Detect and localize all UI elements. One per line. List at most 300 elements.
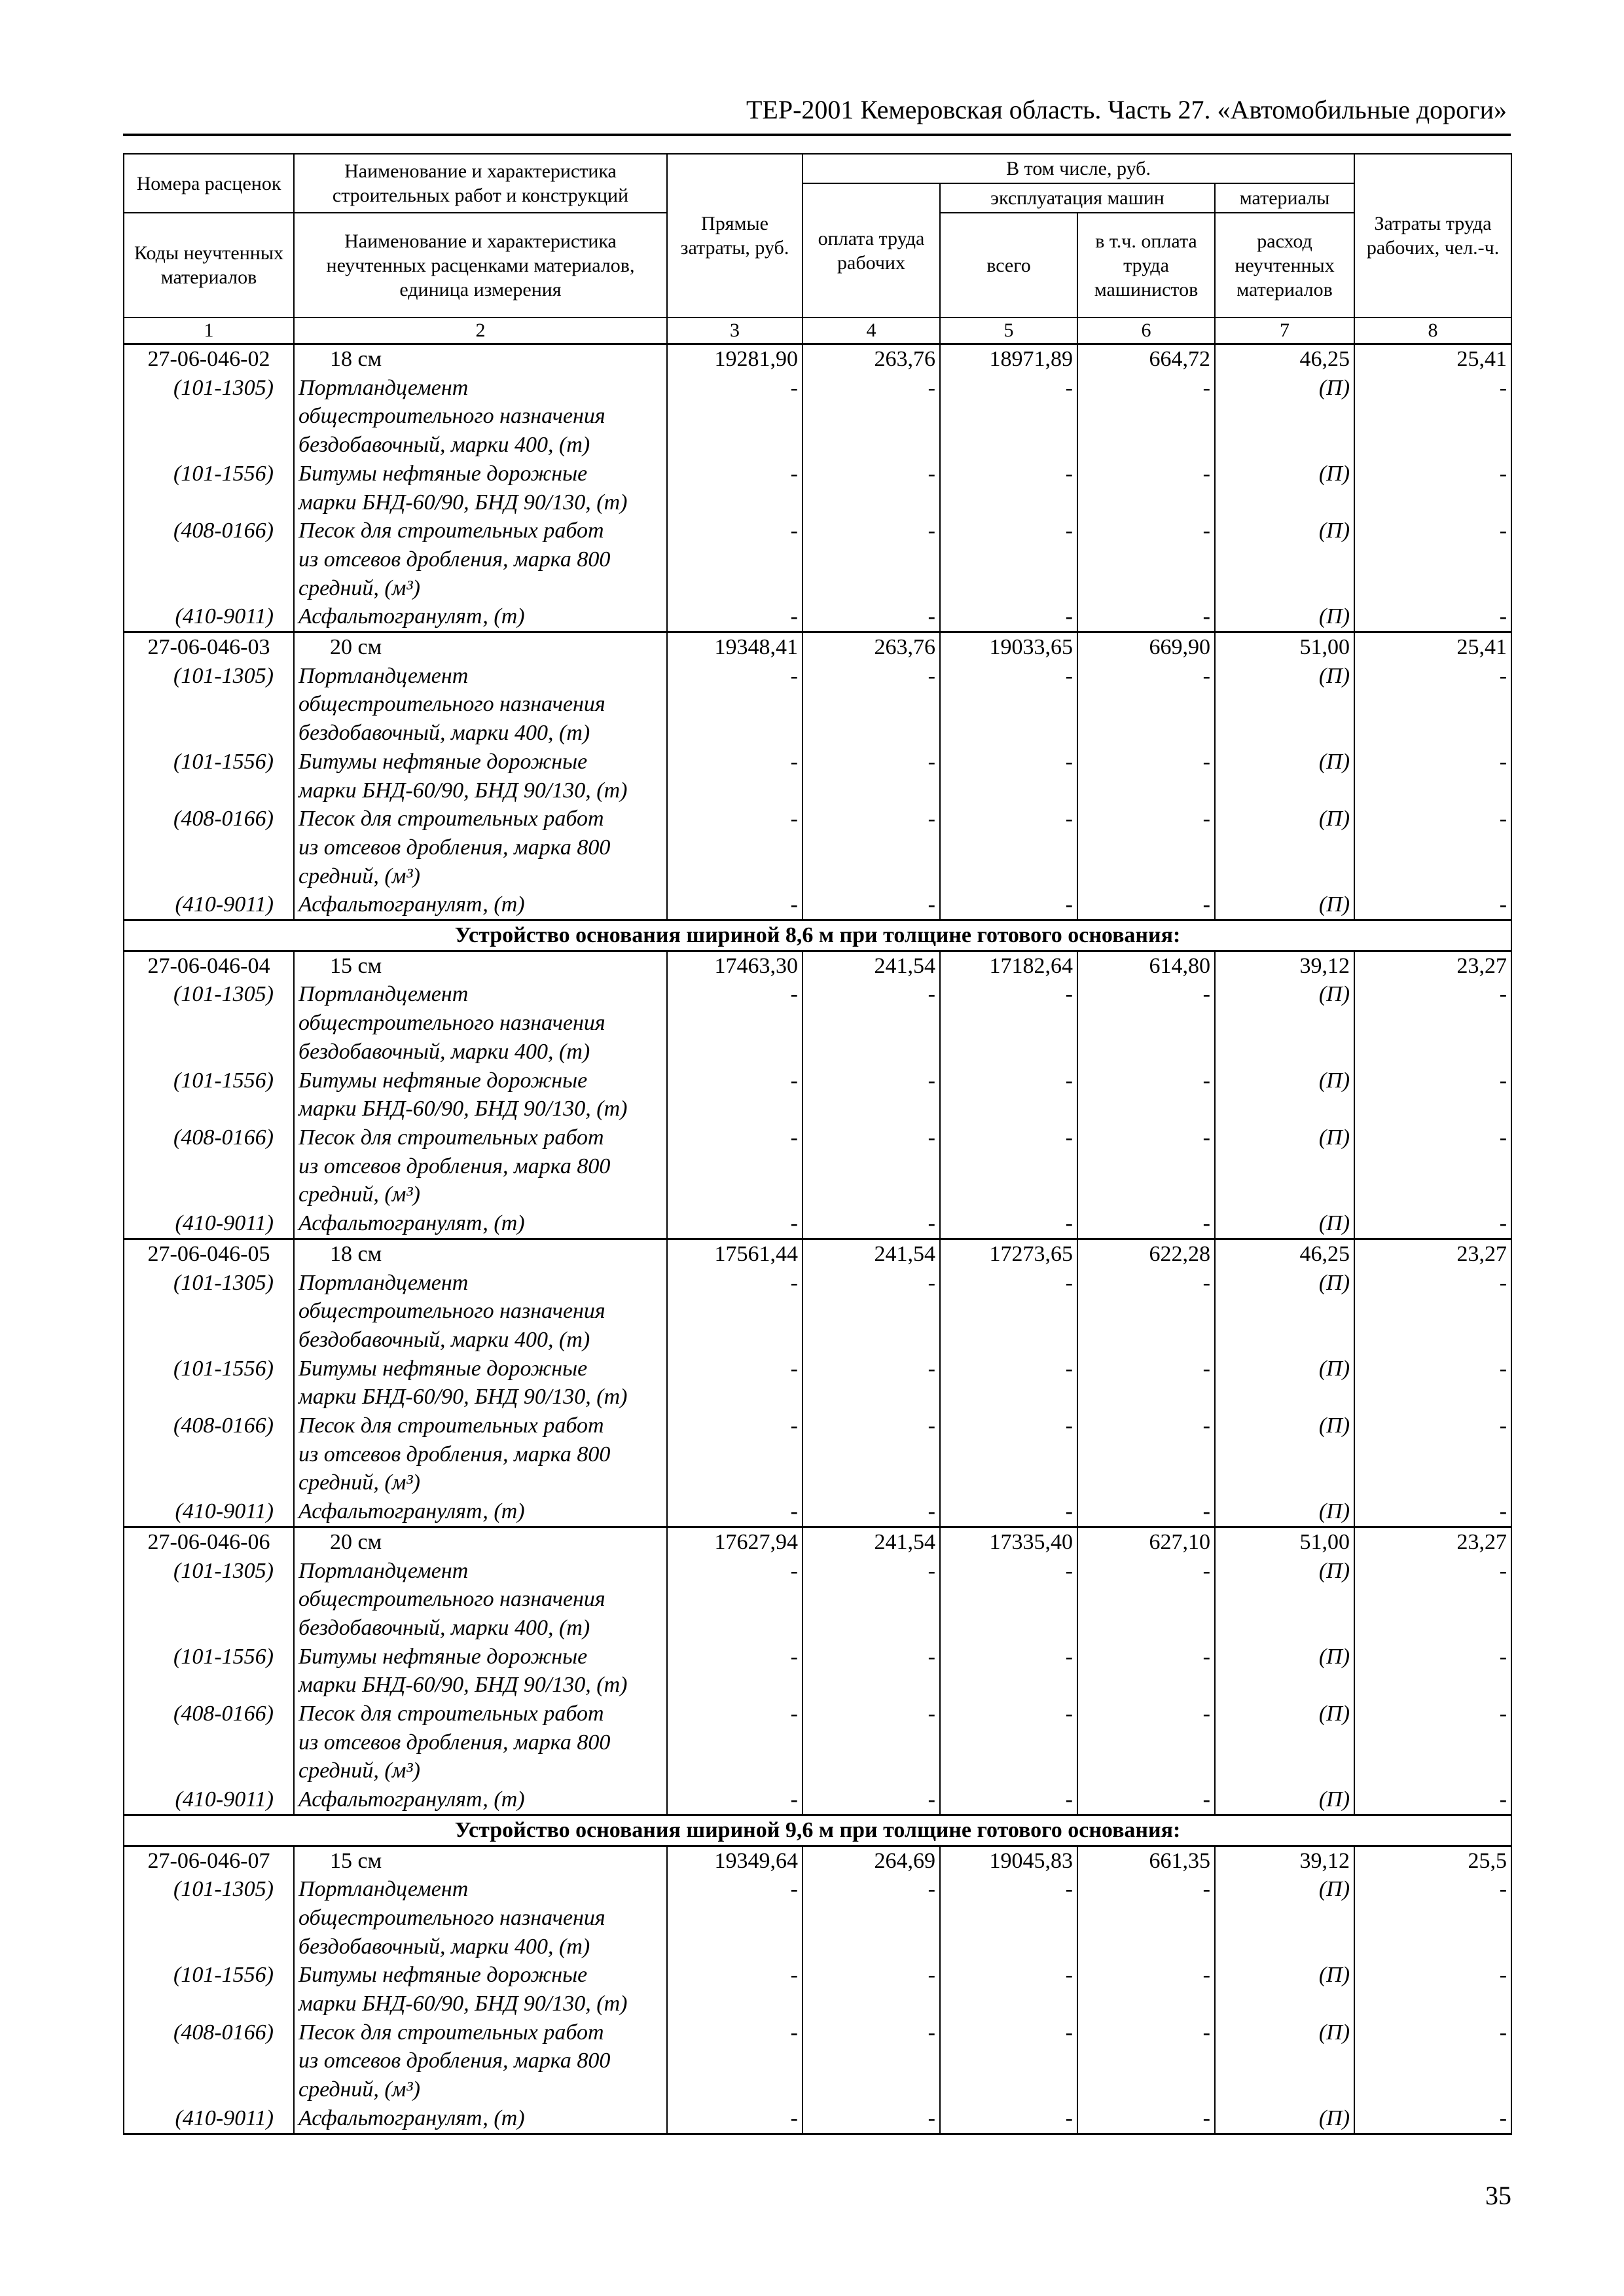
material-row <box>124 1123 1511 1152</box>
material-name-continuation: из отсевов дробления, марка 800 <box>294 1728 667 1757</box>
empty-cell <box>1215 1180 1354 1209</box>
empty-cell <box>1077 719 1215 748</box>
empty-cell <box>667 833 803 862</box>
empty-cell <box>1215 2047 1354 2075</box>
material-name-continuation: общестроительного назначения <box>294 402 667 431</box>
worker-pay-value: - <box>803 517 940 545</box>
material-row <box>124 2018 1511 2047</box>
material-row <box>124 1066 1511 1095</box>
empty-cell <box>1354 402 1511 431</box>
rate-code: 27-06-046-05 <box>124 1239 294 1268</box>
machinist-pay-value: - <box>1077 662 1215 691</box>
empty-cell <box>124 1038 294 1066</box>
empty-cell <box>1215 719 1354 748</box>
material-name-continuation-row <box>124 1990 1511 2018</box>
labor-costs-value: - <box>1354 1700 1511 1728</box>
rates-table <box>123 153 1512 2135</box>
material-name-continuation-row <box>124 1585 1511 1614</box>
empty-cell <box>667 1904 803 1933</box>
empty-cell <box>124 488 294 517</box>
direct-costs-value: - <box>667 1412 803 1440</box>
empty-cell <box>1215 1728 1354 1757</box>
empty-cell <box>1215 1326 1354 1355</box>
material-name: Портландцемент <box>294 662 667 691</box>
material-usage-mark: (П) <box>1215 1700 1354 1728</box>
head-materials: материалы <box>1215 183 1354 213</box>
machine-total-value: - <box>940 1700 1077 1728</box>
rate-name: 20 см <box>294 632 667 662</box>
empty-cell <box>1077 1326 1215 1355</box>
material-code: (101-1305) <box>124 1875 294 1904</box>
material-usage-mark: (П) <box>1215 1209 1354 1239</box>
material-code: (101-1556) <box>124 1355 294 1383</box>
empty-cell <box>667 488 803 517</box>
material-code: (101-1556) <box>124 748 294 776</box>
empty-cell <box>667 1990 803 2018</box>
empty-cell <box>803 776 940 805</box>
rate-row <box>124 1527 1511 1556</box>
material-name-continuation-row <box>124 862 1511 891</box>
empty-cell <box>1354 1671 1511 1700</box>
material-name-continuation-row <box>124 2075 1511 2104</box>
empty-cell <box>124 1383 294 1412</box>
machine-total-value: - <box>940 980 1077 1009</box>
machine-total-value: - <box>940 662 1077 691</box>
machine-total-value: - <box>940 517 1077 545</box>
direct-costs-value: - <box>667 1355 803 1383</box>
empty-cell <box>803 719 940 748</box>
material-name-continuation: общестроительного назначения <box>294 1904 667 1933</box>
empty-cell <box>803 1326 940 1355</box>
empty-cell <box>124 402 294 431</box>
empty-cell <box>940 574 1077 603</box>
empty-cell <box>124 1152 294 1181</box>
machine-total-value: 18971,89 <box>940 344 1077 374</box>
material-usage-mark: (П) <box>1215 602 1354 632</box>
machinist-pay-value: - <box>1077 1557 1215 1586</box>
empty-cell <box>1354 719 1511 748</box>
labor-costs-value: - <box>1354 460 1511 488</box>
material-name: Битумы нефтяные дорожные <box>294 748 667 776</box>
labor-costs-value: - <box>1354 1961 1511 1990</box>
machine-total-value: - <box>940 1557 1077 1586</box>
empty-cell <box>803 1152 940 1181</box>
material-usage-mark: (П) <box>1215 1497 1354 1527</box>
direct-costs-value: - <box>667 1643 803 1671</box>
material-name: Битумы нефтяные дорожные <box>294 1066 667 1095</box>
machinist-pay-value: - <box>1077 805 1215 833</box>
material-code: (408-0166) <box>124 2018 294 2047</box>
empty-cell <box>1354 1933 1511 1961</box>
material-code: (101-1305) <box>124 980 294 1009</box>
material-name-continuation-row <box>124 1728 1511 1757</box>
rate-name: 15 см <box>294 951 667 980</box>
worker-pay-value: - <box>803 1961 940 1990</box>
empty-cell <box>1354 1904 1511 1933</box>
machine-total-value: 19045,83 <box>940 1846 1077 1875</box>
material-name-continuation: марки БНД-60/90, БНД 90/130, (т) <box>294 488 667 517</box>
materials-value: 39,12 <box>1215 951 1354 980</box>
empty-cell <box>1077 1297 1215 1326</box>
material-name-continuation: марки БНД-60/90, БНД 90/130, (т) <box>294 1383 667 1412</box>
empty-cell <box>1215 488 1354 517</box>
empty-cell <box>667 862 803 891</box>
material-name-continuation-row <box>124 1180 1511 1209</box>
material-name-continuation-row <box>124 1009 1511 1038</box>
worker-pay-value: - <box>803 748 940 776</box>
empty-cell <box>667 719 803 748</box>
empty-cell <box>1354 1990 1511 2018</box>
machine-total-value: 17335,40 <box>940 1527 1077 1556</box>
material-usage-mark: (П) <box>1215 1355 1354 1383</box>
material-name: Асфальтогранулят, (т) <box>294 602 667 632</box>
labor-costs-value: - <box>1354 748 1511 776</box>
empty-cell <box>803 1095 940 1123</box>
material-usage-mark: (П) <box>1215 1123 1354 1152</box>
empty-cell <box>1354 776 1511 805</box>
empty-cell <box>1354 1297 1511 1326</box>
empty-cell <box>1354 1757 1511 1785</box>
worker-pay-value: 241,54 <box>803 951 940 980</box>
empty-cell <box>667 1095 803 1123</box>
material-name: Портландцемент <box>294 374 667 403</box>
empty-cell <box>667 1757 803 1785</box>
empty-cell <box>803 1728 940 1757</box>
empty-cell <box>1215 1468 1354 1497</box>
labor-costs-value: - <box>1354 1066 1511 1095</box>
material-usage-mark: (П) <box>1215 890 1354 920</box>
materials-value: 46,25 <box>1215 344 1354 374</box>
empty-cell <box>1354 545 1511 574</box>
material-name-continuation: бездобавочный, марки 400, (т) <box>294 431 667 460</box>
materials-value: 51,00 <box>1215 1527 1354 1556</box>
machinist-pay-value: 622,28 <box>1077 1239 1215 1268</box>
material-name: Песок для строительных работ <box>294 2018 667 2047</box>
empty-cell <box>1077 2047 1215 2075</box>
worker-pay-value: 264,69 <box>803 1846 940 1875</box>
head-rate-numbers: Номера расценок <box>124 154 294 213</box>
worker-pay-value: - <box>803 1209 940 1239</box>
material-usage-mark: (П) <box>1215 460 1354 488</box>
empty-cell <box>667 1468 803 1497</box>
column-numbers-row <box>124 318 1511 344</box>
empty-cell <box>803 1904 940 1933</box>
empty-cell <box>1354 488 1511 517</box>
material-usage-mark: (П) <box>1215 748 1354 776</box>
empty-cell <box>1215 833 1354 862</box>
direct-costs-value: - <box>667 980 803 1009</box>
material-name-continuation: средний, (м³) <box>294 2075 667 2104</box>
empty-cell <box>1215 545 1354 574</box>
empty-cell <box>1215 431 1354 460</box>
machinist-pay-value: - <box>1077 1700 1215 1728</box>
labor-costs-value: 25,5 <box>1354 1846 1511 1875</box>
material-name-continuation: из отсевов дробления, марка 800 <box>294 1440 667 1469</box>
empty-cell <box>667 1152 803 1181</box>
empty-cell <box>1077 1671 1215 1700</box>
head-material-codes: Коды неучтенных материалов <box>124 213 294 318</box>
machine-total-value: - <box>940 1961 1077 1990</box>
empty-cell <box>1077 1614 1215 1643</box>
empty-cell <box>1077 1095 1215 1123</box>
empty-cell <box>940 1095 1077 1123</box>
empty-cell <box>667 1297 803 1326</box>
direct-costs-value: 19348,41 <box>667 632 803 662</box>
empty-cell <box>940 833 1077 862</box>
section-heading-row <box>124 920 1511 951</box>
empty-cell <box>1215 1933 1354 1961</box>
worker-pay-value: - <box>803 602 940 632</box>
empty-cell <box>940 1933 1077 1961</box>
labor-costs-value: - <box>1354 980 1511 1009</box>
direct-costs-value: - <box>667 1557 803 1586</box>
material-row <box>124 2104 1511 2134</box>
head-direct-costs: Прямые затраты, руб. <box>667 154 803 318</box>
empty-cell <box>1215 1614 1354 1643</box>
material-name-continuation-row <box>124 1614 1511 1643</box>
empty-cell <box>124 1095 294 1123</box>
material-name-continuation-row <box>124 1297 1511 1326</box>
material-row <box>124 1497 1511 1527</box>
empty-cell <box>940 1326 1077 1355</box>
material-row <box>124 374 1511 403</box>
material-name-continuation-row <box>124 833 1511 862</box>
empty-cell <box>1354 1180 1511 1209</box>
empty-cell <box>1215 2075 1354 2104</box>
rate-code: 27-06-046-04 <box>124 951 294 980</box>
machinist-pay-value: - <box>1077 1269 1215 1298</box>
machinist-pay-value: - <box>1077 748 1215 776</box>
rate-name: 18 см <box>294 1239 667 1268</box>
machinist-pay-value: - <box>1077 2104 1215 2134</box>
empty-cell <box>1215 574 1354 603</box>
material-row <box>124 662 1511 691</box>
labor-costs-value: - <box>1354 374 1511 403</box>
empty-cell <box>940 1383 1077 1412</box>
machinist-pay-value: - <box>1077 1785 1215 1815</box>
empty-cell <box>940 1038 1077 1066</box>
rate-code: 27-06-046-06 <box>124 1527 294 1556</box>
empty-cell <box>803 431 940 460</box>
empty-cell <box>803 1440 940 1469</box>
material-code: (410-9011) <box>124 1785 294 1815</box>
material-code: (410-9011) <box>124 1497 294 1527</box>
material-name: Портландцемент <box>294 980 667 1009</box>
column-number: 7 <box>1215 318 1354 344</box>
empty-cell <box>1354 1038 1511 1066</box>
empty-cell <box>803 1585 940 1614</box>
empty-cell <box>124 1990 294 2018</box>
material-name-continuation: марки БНД-60/90, БНД 90/130, (т) <box>294 1095 667 1123</box>
empty-cell <box>803 862 940 891</box>
empty-cell <box>1215 1297 1354 1326</box>
empty-cell <box>1077 1152 1215 1181</box>
direct-costs-value: - <box>667 2018 803 2047</box>
empty-cell <box>1354 862 1511 891</box>
material-name: Асфальтогранулят, (т) <box>294 890 667 920</box>
table-body <box>124 344 1511 2134</box>
worker-pay-value: - <box>803 1123 940 1152</box>
empty-cell <box>940 776 1077 805</box>
labor-costs-value: - <box>1354 805 1511 833</box>
empty-cell <box>803 833 940 862</box>
direct-costs-value: - <box>667 1123 803 1152</box>
empty-cell <box>124 1671 294 1700</box>
empty-cell <box>940 1614 1077 1643</box>
empty-cell <box>124 1180 294 1209</box>
empty-cell <box>803 545 940 574</box>
machinist-pay-value: 664,72 <box>1077 344 1215 374</box>
empty-cell <box>1077 1728 1215 1757</box>
material-name-continuation: бездобавочный, марки 400, (т) <box>294 1326 667 1355</box>
material-name-continuation: средний, (м³) <box>294 574 667 603</box>
material-name: Портландцемент <box>294 1269 667 1298</box>
empty-cell <box>1215 1383 1354 1412</box>
empty-cell <box>667 1585 803 1614</box>
empty-cell <box>1354 833 1511 862</box>
material-code: (408-0166) <box>124 1700 294 1728</box>
empty-cell <box>1215 1095 1354 1123</box>
worker-pay-value: - <box>803 1066 940 1095</box>
material-name-continuation-row <box>124 1095 1511 1123</box>
empty-cell <box>1354 1440 1511 1469</box>
page-header <box>123 90 1511 136</box>
empty-cell <box>1077 574 1215 603</box>
empty-cell <box>667 1326 803 1355</box>
empty-cell <box>1354 1728 1511 1757</box>
rate-row <box>124 1846 1511 1875</box>
material-name: Песок для строительных работ <box>294 517 667 545</box>
section-heading: Устройство основания шириной 8,6 м при толщине готового основания: <box>124 920 1511 951</box>
machine-total-value: - <box>940 460 1077 488</box>
worker-pay-value: - <box>803 1700 940 1728</box>
worker-pay-value: - <box>803 1355 940 1383</box>
material-row <box>124 1875 1511 1904</box>
empty-cell <box>1354 2075 1511 2104</box>
material-name-continuation: средний, (м³) <box>294 1180 667 1209</box>
rates-table-container <box>123 153 1511 2135</box>
material-row <box>124 460 1511 488</box>
direct-costs-value: - <box>667 805 803 833</box>
labor-costs-value: - <box>1354 1875 1511 1904</box>
labor-costs-value: - <box>1354 1412 1511 1440</box>
labor-costs-value: - <box>1354 1785 1511 1815</box>
machinist-pay-value: - <box>1077 1412 1215 1440</box>
empty-cell <box>1077 1585 1215 1614</box>
material-name-continuation-row <box>124 1326 1511 1355</box>
machine-total-value: 17182,64 <box>940 951 1077 980</box>
head-labor-costs: Затраты труда рабочих, чел.-ч. <box>1354 154 1511 318</box>
material-row <box>124 980 1511 1009</box>
empty-cell <box>124 1009 294 1038</box>
worker-pay-value: - <box>803 2104 940 2134</box>
empty-cell <box>1077 1440 1215 1469</box>
direct-costs-value: - <box>667 662 803 691</box>
empty-cell <box>1077 1468 1215 1497</box>
machinist-pay-value: - <box>1077 374 1215 403</box>
material-row <box>124 1209 1511 1239</box>
material-row <box>124 1961 1511 1990</box>
empty-cell <box>1354 1009 1511 1038</box>
machinist-pay-value: - <box>1077 1497 1215 1527</box>
worker-pay-value: - <box>803 1643 940 1671</box>
machine-total-value: - <box>940 2104 1077 2134</box>
empty-cell <box>803 1990 940 2018</box>
empty-cell <box>667 776 803 805</box>
column-number: 4 <box>803 318 940 344</box>
empty-cell <box>124 1728 294 1757</box>
empty-cell <box>803 690 940 719</box>
empty-cell <box>1077 1757 1215 1785</box>
empty-cell <box>1354 1152 1511 1181</box>
material-row <box>124 602 1511 632</box>
column-number: 5 <box>940 318 1077 344</box>
labor-costs-value: - <box>1354 2104 1511 2134</box>
material-usage-mark: (П) <box>1215 1066 1354 1095</box>
empty-cell <box>124 1326 294 1355</box>
empty-cell <box>940 1468 1077 1497</box>
worker-pay-value: - <box>803 374 940 403</box>
material-name-continuation: из отсевов дробления, марка 800 <box>294 2047 667 2075</box>
machine-total-value: - <box>940 1643 1077 1671</box>
rate-row <box>124 344 1511 374</box>
empty-cell <box>124 833 294 862</box>
worker-pay-value: - <box>803 890 940 920</box>
machinist-pay-value: - <box>1077 1209 1215 1239</box>
empty-cell <box>1077 1180 1215 1209</box>
empty-cell <box>803 1038 940 1066</box>
machinist-pay-value: - <box>1077 460 1215 488</box>
machinist-pay-value: - <box>1077 1355 1215 1383</box>
machinist-pay-value: - <box>1077 517 1215 545</box>
empty-cell <box>1077 1038 1215 1066</box>
empty-cell <box>940 1671 1077 1700</box>
material-name-continuation-row <box>124 545 1511 574</box>
empty-cell <box>124 1933 294 1961</box>
worker-pay-value: - <box>803 805 940 833</box>
direct-costs-value: 19349,64 <box>667 1846 803 1875</box>
direct-costs-value: - <box>667 602 803 632</box>
empty-cell <box>667 1180 803 1209</box>
material-usage-mark: (П) <box>1215 980 1354 1009</box>
rate-row <box>124 1239 1511 1268</box>
rate-code: 27-06-046-03 <box>124 632 294 662</box>
empty-cell <box>803 1180 940 1209</box>
head-work-name: Наименование и характеристика строительных работ и конструкций <box>294 154 667 213</box>
direct-costs-value: - <box>667 374 803 403</box>
worker-pay-value: - <box>803 2018 940 2047</box>
empty-cell <box>803 402 940 431</box>
empty-cell <box>124 1614 294 1643</box>
column-number: 3 <box>667 318 803 344</box>
material-code: (408-0166) <box>124 805 294 833</box>
material-code: (101-1556) <box>124 1066 294 1095</box>
material-name-continuation-row <box>124 431 1511 460</box>
machinist-pay-value: - <box>1077 890 1215 920</box>
head-machinist-pay: в т.ч. оплата труда машинистов <box>1077 213 1215 318</box>
empty-cell <box>940 1152 1077 1181</box>
empty-cell <box>1215 1904 1354 1933</box>
empty-cell <box>940 1585 1077 1614</box>
material-name-continuation: из отсевов дробления, марка 800 <box>294 545 667 574</box>
machinist-pay-value: - <box>1077 1643 1215 1671</box>
machine-total-value: - <box>940 1497 1077 1527</box>
material-name: Песок для строительных работ <box>294 1412 667 1440</box>
material-row <box>124 1643 1511 1671</box>
head-machine-total: всего <box>940 213 1077 318</box>
empty-cell <box>667 431 803 460</box>
material-name-continuation: марки БНД-60/90, БНД 90/130, (т) <box>294 776 667 805</box>
